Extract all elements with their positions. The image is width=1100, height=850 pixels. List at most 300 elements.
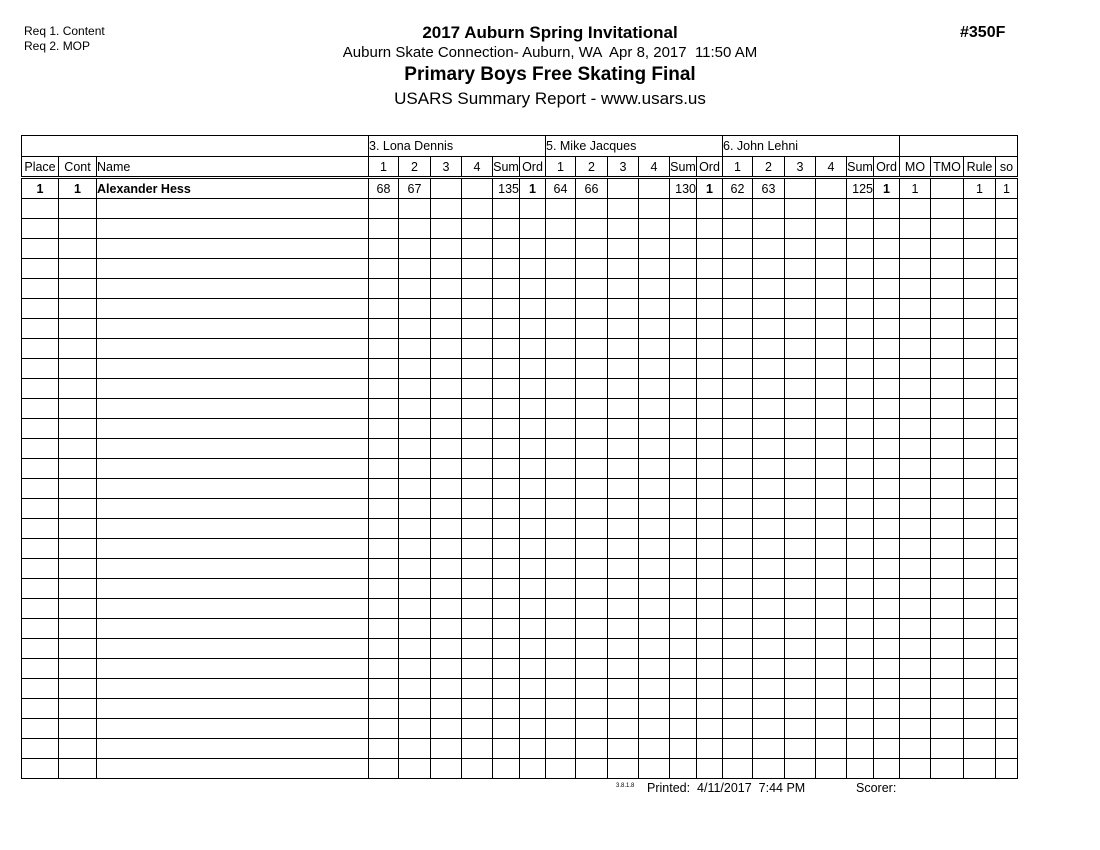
report-header [0,22,1100,111]
judge-1-sum [493,359,520,379]
name-cell [97,479,369,499]
judge-3-sum [847,219,874,239]
judge-1-sum [493,499,520,519]
judge-3-sum [847,519,874,539]
judge-2-score-3 [608,339,639,359]
judge-1-score-1 [369,639,399,659]
tmo-cell [931,579,964,599]
place-cell [22,679,59,699]
judge-3-score-3 [785,239,816,259]
judge-3-ord [874,639,900,659]
judge-1-ord [520,319,546,339]
empty-row [22,199,1018,219]
place-cell [22,259,59,279]
judge-3-score-1 [723,699,753,719]
judge-1-score-3 [431,178,462,199]
judge-2-ord [697,479,723,499]
judge-1-ord [520,759,546,779]
judge-1-score-4 [462,178,493,199]
so-cell [996,739,1018,759]
judge-1-score-1 [369,239,399,259]
judge-1-score-2 [399,699,431,719]
judge-3-sum [847,339,874,359]
so-cell [996,419,1018,439]
judge-3-score-3 [785,599,816,619]
judge-3-score-2 [753,319,785,339]
judge-3-score-1 [723,619,753,639]
judge-2-score-1 [546,659,576,679]
judge-2-score-3 [608,259,639,279]
cont-cell [59,479,97,499]
judge-2-score-2 [576,299,608,319]
judge-2-score-1 [546,259,576,279]
judge-1-ord [520,359,546,379]
tmo-cell [931,519,964,539]
judge-3-score-1 [723,599,753,619]
judge-2-score-2 [576,559,608,579]
judge-3-score-2 [753,499,785,519]
judge-2-score-2 [576,219,608,239]
judge-3-score-1 [723,239,753,259]
cont-cell: 1 [59,178,97,199]
place-cell [22,319,59,339]
judge-2-ord [697,319,723,339]
judge-3-score-2 [753,459,785,479]
judge-3-score-2 [753,699,785,719]
judge-3-sum [847,639,874,659]
judge-2-ord [697,579,723,599]
judge-1-score-2 [399,739,431,759]
judge-1-score-4 [462,739,493,759]
judge-3-ord [874,339,900,359]
judge-2-score-2 [576,339,608,359]
so-cell [996,199,1018,219]
judge-3-ord [874,299,900,319]
mo-cell [900,319,931,339]
judge-3-score-1 [723,639,753,659]
judge-3-score-4 [816,219,847,239]
judge-2-sum [670,299,697,319]
cont-cell [59,559,97,579]
judge-3-score-3 [785,459,816,479]
judge-1-sum [493,479,520,499]
name-cell [97,599,369,619]
judge-2-ord [697,439,723,459]
judge-2-score-4 [639,339,670,359]
judge-1-score-1: 68 [369,178,399,199]
mo-cell [900,679,931,699]
judge-2-sum [670,579,697,599]
rule-cell [964,699,996,719]
judge-2-score-2 [576,439,608,459]
mo-cell [900,519,931,539]
judge-2-score-3 [608,319,639,339]
judge-1-score-4 [462,679,493,699]
judge-1-score-2 [399,219,431,239]
judge-3-score-2 [753,219,785,239]
judge-3-ord [874,479,900,499]
judge-2-score-1 [546,279,576,299]
rule-cell [964,319,996,339]
judge-2-ord [697,379,723,399]
empty-row [22,659,1018,679]
empty-row [22,639,1018,659]
judge-3-ord [874,719,900,739]
judge-3-score-3 [785,359,816,379]
judge-2-score-4 [639,699,670,719]
empty-row [22,579,1018,599]
judge-2-score-1 [546,399,576,419]
so-cell [996,679,1018,699]
judge-2-score-1 [546,619,576,639]
judge-3-score-2 [753,359,785,379]
tmo-cell [931,719,964,739]
judge-3-sum [847,579,874,599]
judge-2-score-2 [576,199,608,219]
judge-2-ord [697,359,723,379]
judge-1-score-2 [399,199,431,219]
judge-1-score-3 [431,699,462,719]
judge-2-score-1 [546,419,576,439]
judge-1-score-3 [431,659,462,679]
judge-1-score-4 [462,619,493,639]
judge-1-score-2 [399,459,431,479]
judge-1-ord [520,579,546,599]
place-col-header: Place [22,157,59,178]
tmo-cell [931,419,964,439]
tmo-cell [931,299,964,319]
judge-3-ord [874,619,900,639]
judge-1-score-1 [369,759,399,779]
judge-1-score-2 [399,679,431,699]
judge-1-ord [520,519,546,539]
judge-3-score-3 [785,719,816,739]
judge-1-score-1 [369,259,399,279]
cont-cell [59,719,97,739]
name-cell [97,559,369,579]
judge-3-score-1: 62 [723,178,753,199]
judge-3-score-3 [785,759,816,779]
judge-3-ord-header: Ord [874,157,900,178]
judge-2-score-1: 64 [546,178,576,199]
summary-table [21,135,1018,779]
rule-cell [964,339,996,359]
judge-3-score-1 [723,399,753,419]
judge-3-score-4 [816,178,847,199]
judge-3-score-2 [753,339,785,359]
cont-cell [59,739,97,759]
rule-col-header: Rule [964,157,996,178]
place-cell [22,239,59,259]
place-cell [22,579,59,599]
judge-2-score-4 [639,679,670,699]
judge-3-score-1 [723,279,753,299]
place-cell [22,379,59,399]
tmo-cell [931,599,964,619]
tmo-cell [931,279,964,299]
judge-3-sum-header: Sum [847,157,874,178]
cont-cell [59,299,97,319]
place-cell [22,699,59,719]
judge-1-score-4 [462,399,493,419]
report-type: USARS Summary Report - www.usars.us [394,89,706,108]
judge-3-sum [847,299,874,319]
judge-1-score-4 [462,579,493,599]
name-cell [97,579,369,599]
judge-3-score-4 [816,399,847,419]
judge-3-score-4 [816,719,847,739]
place-cell [22,199,59,219]
judge-2-ord [697,639,723,659]
mo-cell [900,619,931,639]
judge-3-score-1 [723,199,753,219]
judge-3-ord [874,259,900,279]
judge-1-ord [520,459,546,479]
judge-3-sum [847,259,874,279]
judge-2-score-4 [639,559,670,579]
tmo-cell [931,178,964,199]
judge-3-sum [847,559,874,579]
judge-2-score-2 [576,359,608,379]
place-cell [22,339,59,359]
judge-1-score-4 [462,339,493,359]
judge-2-score-4 [639,479,670,499]
printed-timestamp: Printed: 4/11/2017 7:44 PM [647,781,806,795]
judge-1-ord [520,339,546,359]
judge-3-score-3 [785,679,816,699]
judge-1-score-3 [431,639,462,659]
judge-2-ord-header: Ord [697,157,723,178]
mo-cell [900,439,931,459]
tmo-cell [931,539,964,559]
judge-1-score-4 [462,419,493,439]
judge-1-ord [520,659,546,679]
judge-2-score-3 [608,739,639,759]
place-cell [22,399,59,419]
judge-1-score-1 [369,579,399,599]
judge-1-score-2 [399,719,431,739]
judge-3-score-1 [723,379,753,399]
judge-1-sum [493,559,520,579]
so-cell [996,699,1018,719]
name-cell [97,619,369,639]
judge-1-score-1 [369,279,399,299]
judge-1-score-2 [399,599,431,619]
judge-1-score-3 [431,739,462,759]
judge-2-score-2 [576,259,608,279]
judge-3-ord [874,599,900,619]
judge-3-score-2: 63 [753,178,785,199]
judge-2-ord [697,459,723,479]
judge-3-score-2 [753,739,785,759]
judge-2-ord [697,659,723,679]
judge-1-score-2 [399,259,431,279]
judge-2-score-2 [576,699,608,719]
rule-cell [964,479,996,499]
judge-3-score-2 [753,579,785,599]
judge-2-score-4 [639,739,670,759]
judge-2-score-2 [576,519,608,539]
judge-3-score-1-header: 1 [723,157,753,178]
judge-2-score-4 [639,459,670,479]
judge-1-score-1 [369,739,399,759]
rule-cell [964,439,996,459]
judge-3-sum [847,699,874,719]
judge-1-score-3 [431,359,462,379]
empty-row [22,319,1018,339]
scorer-label: Scorer: [856,781,897,795]
empty-row [22,279,1018,299]
judge-2-score-3 [608,379,639,399]
judge-1-ord [520,599,546,619]
judge-1-score-1 [369,659,399,679]
judge-2-score-1 [546,699,576,719]
judge-2-score-2 [576,739,608,759]
judge-3-ord [874,459,900,479]
judge-3-score-3 [785,659,816,679]
judge-3-score-1 [723,439,753,459]
judge-2-sum [670,199,697,219]
judge-2-score-3 [608,499,639,519]
judge-2-score-4 [639,239,670,259]
judge-2-score-4 [639,259,670,279]
judge-1-score-4 [462,479,493,499]
judge-1-sum [493,259,520,279]
so-cell [996,219,1018,239]
judge-3-score-4 [816,279,847,299]
tmo-cell [931,199,964,219]
rule-cell [964,199,996,219]
judge-2-score-4 [639,519,670,539]
name-cell [97,519,369,539]
judge-1-score-4 [462,559,493,579]
judge-3-score-1 [723,359,753,379]
judge-2-ord [697,339,723,359]
judge-3-score-2 [753,419,785,439]
judge-3-score-1 [723,539,753,559]
judge-3-ord [874,659,900,679]
judge-2-sum [670,699,697,719]
name-cell [97,399,369,419]
judge-3-score-1 [723,419,753,439]
judge-3-ord [874,699,900,719]
judge-1-sum [493,599,520,619]
judge-2-sum [670,359,697,379]
judge-1-score-3 [431,299,462,319]
judge-1-score-4 [462,599,493,619]
name-cell [97,199,369,219]
empty-row [22,419,1018,439]
judge-3-ord [874,579,900,599]
mo-cell [900,239,931,259]
judge-3-score-1 [723,259,753,279]
judge-2-score-2 [576,579,608,599]
judge-1-score-4 [462,699,493,719]
judge-2-score-2 [576,279,608,299]
judge-2-score-1 [546,299,576,319]
judge-2-sum [670,599,697,619]
so-cell [996,499,1018,519]
judge-2-score-1 [546,499,576,519]
judge-2-score-3 [608,759,639,779]
judge-2-score-4 [639,439,670,459]
judge-2-score-4 [639,399,670,419]
cont-col-header: Cont [59,157,97,178]
judge-1-sum [493,319,520,339]
judge-3-score-4 [816,639,847,659]
judge-2-ord [697,259,723,279]
mo-cell [900,259,931,279]
judge-1-score-4 [462,759,493,779]
judge-2-score-2 [576,639,608,659]
cont-cell [59,599,97,619]
rule-cell [964,739,996,759]
judge-3-sum [847,419,874,439]
judge-1-score-2 [399,399,431,419]
judge-1-score-2 [399,379,431,399]
judge-2-score-2 [576,399,608,419]
judge-2-score-1 [546,579,576,599]
so-cell [996,359,1018,379]
judge-1-score-3 [431,239,462,259]
judge-1-ord [520,199,546,219]
judge-3-score-3 [785,319,816,339]
judge-3-score-4 [816,359,847,379]
tmo-cell [931,439,964,459]
so-cell [996,639,1018,659]
cont-cell [59,319,97,339]
so-cell [996,519,1018,539]
judge-3-score-4 [816,659,847,679]
judge-1-score-2-header: 2 [399,157,431,178]
name-cell [97,719,369,739]
judge-3-ord [874,679,900,699]
judge-1-score-1 [369,479,399,499]
place-cell [22,719,59,739]
mo-cell [900,739,931,759]
judge-2-score-3 [608,699,639,719]
judge-3-score-3 [785,199,816,219]
judge-3-score-2 [753,659,785,679]
so-cell [996,459,1018,479]
judge-2-sum [670,219,697,239]
judge-3-score-3 [785,439,816,459]
judge-1-sum [493,299,520,319]
judge-1-score-2 [399,479,431,499]
judges-row-spacer-right [900,136,1018,157]
judge-2-score-3 [608,599,639,619]
judge-2-score-4-header: 4 [639,157,670,178]
name-cell: Alexander Hess [97,178,369,199]
tmo-cell [931,379,964,399]
place-cell [22,499,59,519]
cont-cell [59,619,97,639]
header-row [22,157,1018,178]
mo-cell [900,659,931,679]
place-cell [22,359,59,379]
judge-2-score-2 [576,239,608,259]
mo-cell [900,599,931,619]
judge-3-score-1 [723,739,753,759]
judge-3-sum: 125 [847,178,874,199]
judge-2-score-1 [546,479,576,499]
so-cell [996,599,1018,619]
judge-2-ord [697,519,723,539]
judge-2-score-3-header: 3 [608,157,639,178]
cont-cell [59,279,97,299]
judge-2-score-3 [608,719,639,739]
judge-1-score-2 [399,319,431,339]
